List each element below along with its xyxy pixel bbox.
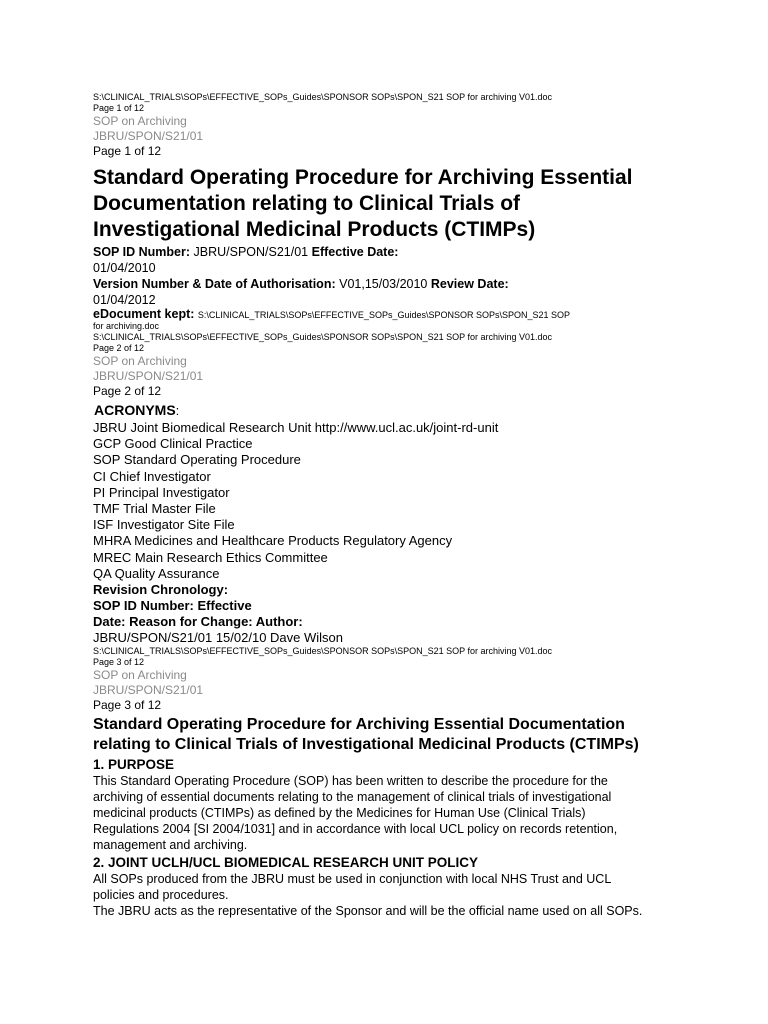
page-number: Page 1 of 12	[93, 144, 162, 158]
sop-code: JBRU/SPON/S21/01	[93, 683, 204, 698]
acronyms-title: ACRONYMS	[94, 402, 176, 418]
acronyms-heading	[93, 402, 653, 420]
sop-name: SOP on Archiving	[93, 354, 187, 368]
acronyms-colon: :	[175, 403, 180, 418]
acronym-list	[93, 420, 653, 582]
acronym-item: JBRU Joint Biomedical Research Unit http://www.ucl.ac.uk/joint-rd-unit	[93, 420, 499, 435]
sop-name: SOP on Archiving	[93, 668, 187, 683]
file-path-header: S:\CLINICAL_TRIALS\SOPs\EFFECTIVE_SOPs_Guides\SPONSOR SOPs\SPON_S21 SOP for archiving V01.doc	[93, 92, 553, 102]
effective-date-label: Effective Date:	[311, 245, 399, 259]
acronym-item: QA Quality Assurance	[93, 565, 220, 581]
acronym-item: TMF Trial Master File	[93, 501, 216, 517]
page-number: Page 3 of 12	[93, 698, 162, 713]
section-heading-policy: 2. JOINT UCLH/UCL BIOMEDICAL RESEARCH UNIT POLICY	[93, 855, 479, 871]
file-path-header: S:\CLINICAL_TRIALS\SOPs\EFFECTIVE_SOPs_Guides\SPONSOR SOPs\SPON_S21 SOP for archiving V01.doc	[93, 332, 553, 342]
document-title: Standard Operating Procedure for Archiving Essential Documentation relating to Clinical Trials of Investigational Medicinal Products (CTIMPs)	[93, 166, 633, 241]
paragraph: All SOPs produced from the JBRU must be used in conjunction with local NHS Trust and UCL policies and procedures.	[93, 872, 611, 903]
acronym-item: SOP Standard Operating Procedure	[93, 452, 301, 468]
acronym-item: MREC Main Research Ethics Committee	[93, 549, 328, 565]
edocument-label: eDocument kept:	[93, 307, 195, 321]
sop-code: JBRU/SPON/S21/01	[93, 369, 204, 383]
revision-columns-2: Date: Reason for Change: Author:	[93, 614, 303, 630]
edocument-path-cont: for archiving.doc	[93, 321, 160, 331]
version-line	[93, 276, 653, 292]
sop-id-line	[93, 244, 653, 260]
edocument-path: S:\CLINICAL_TRIALS\SOPs\EFFECTIVE_SOPs_Guides\SPONSOR SOPs\SPON_S21 SOP	[197, 310, 571, 320]
revision-columns-1: SOP ID Number: Effective	[93, 598, 252, 614]
version-label: Version Number & Date of Authorisation:	[93, 277, 336, 291]
sop-code: JBRU/SPON/S21/01	[93, 129, 204, 143]
acronym-item: PI Principal Investigator	[93, 484, 230, 500]
page-number: Page 2 of 12	[93, 384, 162, 398]
paragraph: This Standard Operating Procedure (SOP) has been written to describe the procedure for the archiving of essential documents relating to the management of clinical trials of investigational medicinal products (CTIMPs) as defined by the Medicines for Human Use (Clinical Trials) Regulations 2004 [SI 2004/1031] and in accordance with local UCL policy on records retention, management and archiving.	[93, 774, 618, 853]
acronym-item: MHRA Medicines and Healthcare Products Regulatory Agency	[93, 533, 453, 549]
paragraph: The JBRU acts as the representative of the Sponsor and will be the official name used on all SOPs.	[93, 904, 643, 919]
acronym-item: CI Chief Investigator	[93, 468, 211, 484]
acronym-item: GCP Good Clinical Practice	[93, 436, 253, 452]
effective-date-value: 01/04/2010	[93, 261, 156, 275]
page-number-small: Page 2 of 12	[93, 343, 145, 353]
review-date-value: 01/04/2012	[93, 293, 156, 307]
edocument-line	[93, 308, 653, 321]
page-number-small: Page 3 of 12	[93, 657, 145, 668]
page-number-small: Page 1 of 12	[93, 103, 145, 113]
sop-id-label: SOP ID Number:	[93, 245, 191, 259]
section-heading-purpose: 1. PURPOSE	[93, 757, 175, 773]
sop-name: SOP on Archiving	[93, 114, 187, 128]
version-value: V01,15/03/2010	[339, 277, 428, 291]
sop-id-value: JBRU/SPON/S21/01	[193, 245, 309, 259]
review-date-label: Review Date:	[430, 277, 509, 291]
section-title: Standard Operating Procedure for Archiving Essential Documentation relating to Clinical Trials of Investigational Medicinal Products (CTIMPs)	[93, 716, 639, 754]
acronym-item: ISF Investigator Site File	[93, 517, 235, 533]
file-path-header: S:\CLINICAL_TRIALS\SOPs\EFFECTIVE_SOPs_Guides\SPONSOR SOPs\SPON_S21 SOP for archiving V01.doc	[93, 646, 553, 657]
revision-entry: JBRU/SPON/S21/01 15/02/10 Dave Wilson	[93, 630, 344, 646]
document-page	[93, 92, 653, 919]
revision-heading: Revision Chronology:	[93, 582, 229, 598]
